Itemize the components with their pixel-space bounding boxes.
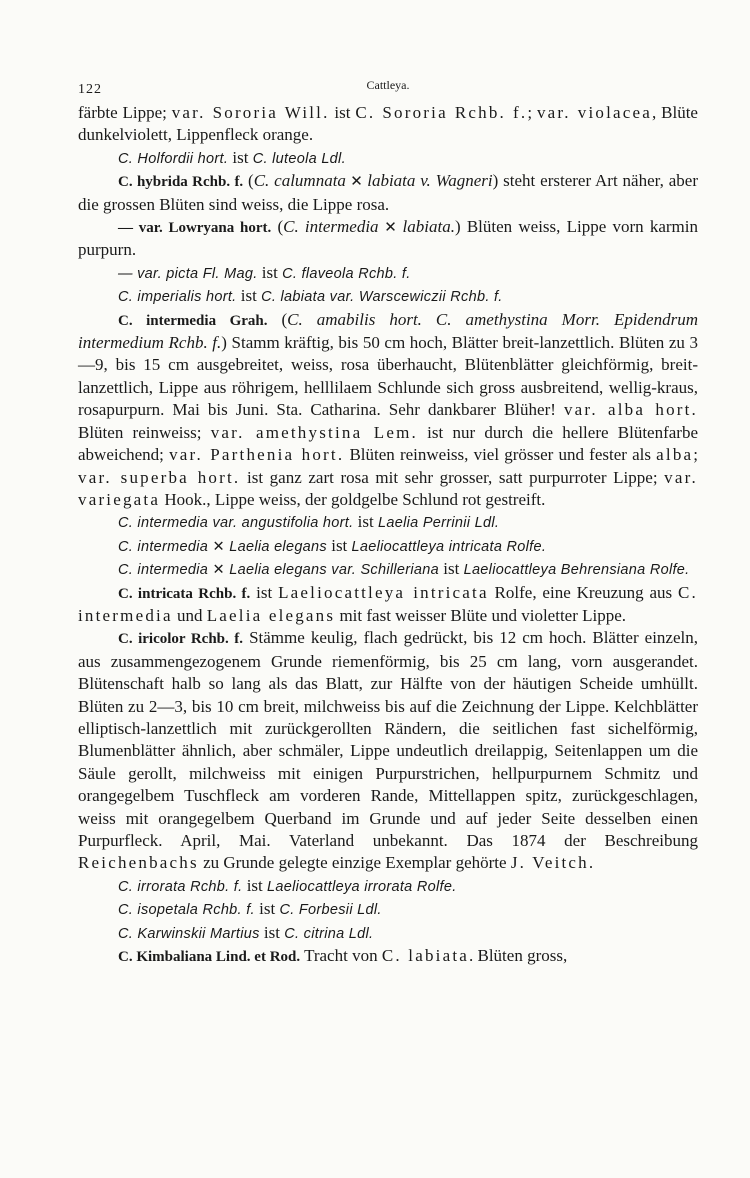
text-run: ( bbox=[267, 309, 288, 329]
synonym-line bbox=[78, 511, 698, 534]
spaced-name: alba bbox=[656, 445, 694, 465]
text-run: . Blüten gross, bbox=[469, 946, 568, 966]
text-run: C. Karwinskii Martius bbox=[118, 925, 260, 942]
spaced-name: var. variegata bbox=[78, 467, 698, 509]
text-run: C. labiata var. Warscewiczii Rchb. f. bbox=[261, 289, 503, 306]
species-entry bbox=[78, 627, 698, 874]
spaced-name: var. amethystina Lem. bbox=[210, 422, 418, 442]
text-run: färbte Lippe; bbox=[78, 103, 172, 122]
text-run: C. Forbesii Ldl. bbox=[279, 902, 382, 919]
taxon-name: C. intermedia Grah. bbox=[118, 312, 268, 329]
text-run: ist bbox=[326, 535, 352, 555]
species-entry bbox=[78, 309, 698, 512]
text-run: C. luteola Ldl. bbox=[252, 150, 346, 167]
spaced-name: var. Parthenia hort. bbox=[169, 445, 345, 465]
spaced-name: var. violacea bbox=[536, 103, 653, 122]
species-entry bbox=[78, 216, 698, 262]
synonym-line bbox=[78, 922, 698, 945]
text-run: ist ganz zart rosa mit sehr grosser, satt purpurroter Lippe; bbox=[240, 467, 665, 487]
page-body bbox=[78, 102, 698, 968]
italic-synonym: C. calumnata bbox=[253, 171, 346, 191]
spaced-name: Reichenbachs bbox=[78, 853, 199, 873]
synonym-line bbox=[78, 147, 698, 170]
italic-synonym: labiata. bbox=[402, 217, 455, 237]
text-run: ist nur durch die hellere Blütenfarbe abweichend; bbox=[78, 422, 698, 465]
text-run: ist bbox=[257, 262, 283, 282]
text-run: ist bbox=[259, 922, 285, 942]
text-run: , Blüte dunkelviolett, Lippenfleck orange. bbox=[78, 103, 698, 145]
text-run: ist bbox=[242, 875, 268, 895]
text-run: Hook., Lippe weiss, der goldgelbe Schlund rot gestreift. bbox=[160, 489, 546, 509]
text-run: Laeliocattleya irrorata Rolfe. bbox=[267, 878, 457, 895]
spaced-name: C. labiata bbox=[381, 946, 469, 966]
text-run: Stämme keulig, flach gedrückt, bis 12 cm hoch. Blätter einzeln, aus zusammengezogenem Grunde riemenförmig, bis 25 cm lang, vorn ausgerandet. Blütenschaft halb so lang als das Blatt, zur Hälfte von der häutigen Scheide umhüllt. Blüten zu 2—3, bis 10 cm breit, milchweiss bis auf die Zeichnung der Lippe. Kelchblätter elliptisch-lanzettlich mit zurückgerollten Rändern, die seitlichen fast sichelförmig, Blumenblätter ähnlich, aber schmäler, Lippe undeutlich dreilappig, Seitenlappen um die Säule gerollt, milchweiss mit einigen Purpurstrichen, hellpurpurnem Schmitz und orangegelbem Tuschfleck am vorderen Rande, Mittellappen spitz, zurückgeschlagen, weiss mit orangegelbem Querband im Grunde und auf jeder Seite desselben einen Purpurfleck. April, Mai. Vaterland unbekannt. Das 1874 der Beschreibung bbox=[78, 628, 698, 850]
text-run: Rolfe, eine Kreuzung aus bbox=[488, 582, 678, 602]
text-run: C. isopetala Rchb. f. bbox=[118, 902, 255, 919]
text-run: ( bbox=[243, 171, 254, 191]
text-run: Tracht von bbox=[300, 946, 382, 966]
text-run: Blüten reinweiss; bbox=[78, 422, 211, 442]
text-run: ; bbox=[693, 445, 699, 465]
text-run: C. irrorata Rchb. f. bbox=[118, 878, 243, 895]
continued-paragraph bbox=[78, 102, 698, 147]
text-run: ist bbox=[439, 559, 464, 579]
taxon-name: C. hybrida Rchb. f. bbox=[118, 174, 244, 191]
spaced-name: J. Veitch bbox=[510, 853, 589, 873]
text-run: — var. picta Fl. Mag. bbox=[118, 265, 258, 282]
italic-synonym: C. amabilis hort. C. amethystina Morr. Epidendrum intermedium Rchb. f. bbox=[78, 309, 698, 353]
spaced-name: var. superba hort. bbox=[78, 467, 241, 487]
spaced-name: C. Sororia Rchb. f. bbox=[355, 103, 528, 122]
species-entry bbox=[78, 170, 698, 216]
text-run: ( bbox=[271, 217, 284, 237]
page-number: 122 bbox=[78, 82, 102, 97]
text-run: C. intermedia ✕ Laelia elegans var. Schilleriana bbox=[118, 562, 440, 579]
text-run: ) steht ersterer Art näher, aber die grossen Blüten sind weiss, die Lippe rosa. bbox=[78, 171, 698, 214]
italic-synonym: labiata v. Wagneri bbox=[367, 171, 493, 191]
italic-synonym: C. intermedia bbox=[283, 217, 379, 237]
spaced-name: C. intermedia bbox=[78, 582, 698, 625]
text-run: C. intermedia var. angustifolia hort. bbox=[118, 515, 354, 532]
text-run: ✕ bbox=[345, 174, 368, 191]
book-page bbox=[78, 76, 698, 968]
text-run: . bbox=[588, 853, 594, 873]
synonym-line bbox=[78, 285, 698, 308]
text-run: C. Holfordii hort. bbox=[118, 150, 229, 167]
spaced-name: Laelia elegans bbox=[206, 605, 336, 625]
taxon-name: C. iricolor Rchb. f. bbox=[118, 631, 244, 648]
taxon-name: — var. Lowryana hort. bbox=[118, 220, 272, 237]
text-run: ist bbox=[236, 286, 262, 306]
text-run: ist bbox=[329, 103, 356, 122]
species-entry bbox=[78, 582, 698, 628]
text-run: und bbox=[172, 605, 207, 625]
text-run: zu Grunde gelegte einzige Exemplar gehörte bbox=[198, 853, 511, 873]
text-run: mit fast weisser Blüte und violetter Lippe. bbox=[335, 605, 627, 625]
text-run: ist bbox=[250, 582, 279, 602]
species-entry bbox=[78, 945, 698, 968]
spaced-name: var. Sororia Will. bbox=[171, 103, 330, 122]
synonym-line bbox=[78, 535, 698, 558]
taxon-name: C. intricata Rchb. f. bbox=[118, 585, 251, 602]
text-run: ) Blüten weiss, Lippe vorn karmin purpurn. bbox=[78, 217, 698, 260]
text-run: Laelia Perrinii Ldl. bbox=[377, 515, 500, 532]
text-run: ✕ bbox=[378, 220, 403, 237]
text-run: C. intermedia ✕ Laelia elegans bbox=[118, 538, 327, 555]
running-head: Cattleya. bbox=[366, 78, 410, 92]
taxon-name: C. Kimbaliana Lind. et Rod. bbox=[118, 949, 301, 966]
synonym-line bbox=[78, 875, 698, 898]
text-run: C. flaveola Rchb. f. bbox=[282, 265, 411, 282]
text-run: C. citrina Ldl. bbox=[284, 925, 374, 942]
spaced-name: var. alba hort. bbox=[563, 400, 699, 420]
text-run: ist bbox=[254, 899, 280, 919]
synonym-line bbox=[78, 262, 698, 285]
text-run: ; bbox=[527, 103, 537, 122]
text-run: Blüten reinweiss, viel grösser und fester als bbox=[344, 445, 657, 465]
synonym-line bbox=[78, 558, 698, 581]
text-run: C. imperialis hort. bbox=[118, 289, 237, 306]
text-run: ist bbox=[353, 512, 378, 532]
text-run: ist bbox=[228, 147, 253, 167]
synonym-line bbox=[78, 898, 698, 921]
spaced-name: Laeliocattleya intricata bbox=[278, 582, 489, 602]
text-run: ) Stamm kräftig, bis 50 cm hoch, Blätter breit-lanzettlich. Blüten zu 3—9, bis 15 cm ausgebreitet, weiss, rosa überhaucht, Blütenblätter gleichförmig, breit-lanzettlich, Lippe aus röhrigem, helllilaem Schlunde sich gross ausbreitend, wellig-kraus, rosapurpurn. Mai bis Juni. Sta. Catharina. Sehr dankbarer Blüher! bbox=[78, 333, 698, 420]
text-run: Laeliocattleya Behrensiana Rolfe. bbox=[463, 562, 690, 579]
text-run: Laeliocattleya intricata Rolfe. bbox=[351, 538, 547, 555]
page-header bbox=[78, 76, 698, 102]
